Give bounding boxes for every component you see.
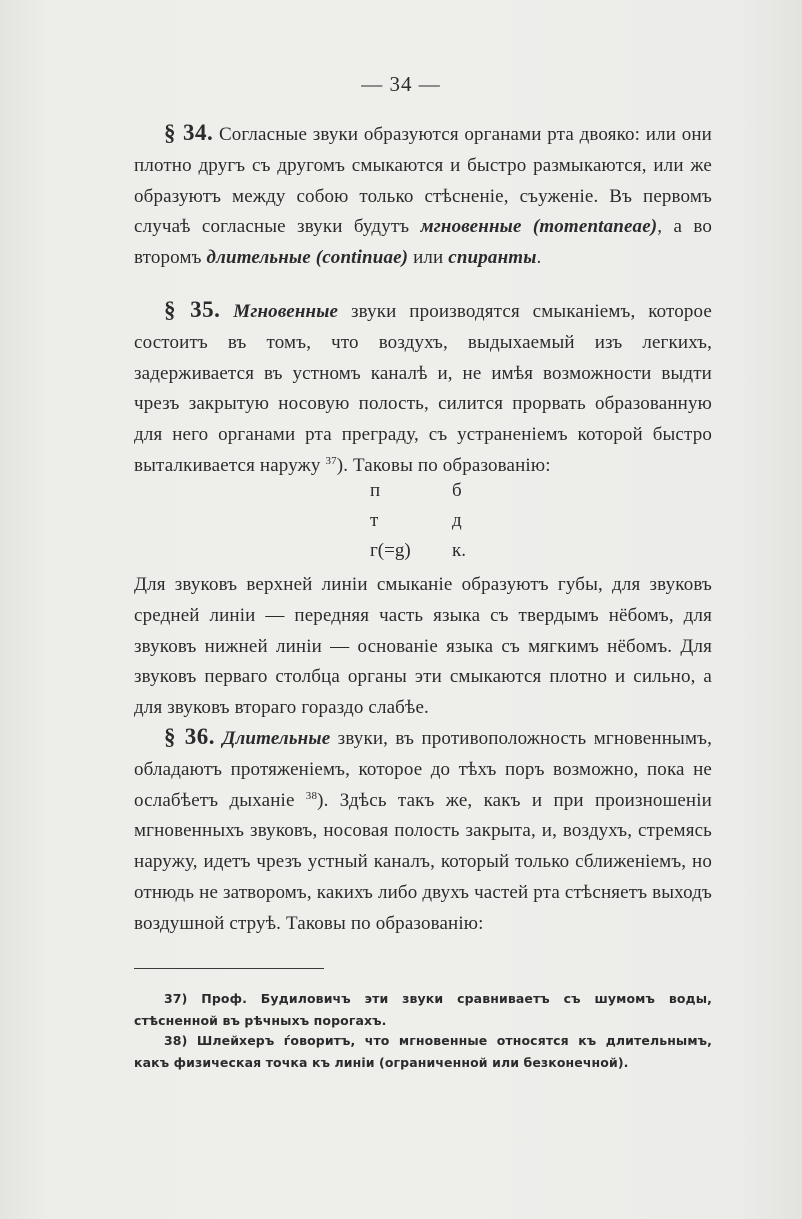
- footnote-ref: 38: [305, 789, 318, 802]
- table-cell: д: [452, 510, 462, 531]
- table-row: [360, 540, 500, 570]
- table-cell: п: [370, 480, 381, 501]
- paragraph-35-continued: Для звуковъ верхней линіи смыканіе образуютъ губы, для звуковъ средней линіи — передняя часть языка съ твердымъ нёбомъ, для звуковъ нижней линіи — основаніе языка съ мягкимъ нёбомъ. Для звуковъ перваго столбца органы эти смыкаются плотно и сильно, а для звуковъ втораго гораздо слабѣе.: [134, 574, 712, 719]
- term-spiranty: спиранты: [448, 247, 537, 269]
- footnote-ref: 37: [325, 454, 337, 467]
- paragraph-35: § 35. Мгновенные звуки производятся смыканіемъ, которое состоитъ въ томъ, что воздухъ, выдыхаемый изъ легкихъ, задерживается въ устномъ каналѣ и, не имѣя возможности выдти чрезъ закрытую носовую полость, силится прорвать образованную для него органами рта преграду, съ устраненіемъ которой быстро выталкивается наружу $^{37}$). Таковы по образованію:: [134, 297, 713, 476]
- term-momentaneae: мгновенные (momentaneae): [420, 216, 658, 238]
- paragraph-36: § 36. Длительные звуки, въ противоположность мгновеннымъ, обладаютъ протяженіемъ, которое до тѣхъ поръ возможно, пока не ослабѣетъ дыханіе $^{38}$). Здѣсь такъ же, какъ и при произношеніи мгновенныхъ звуковъ, носовая полость закрыта, и, воздухъ, стремясь наружу, идетъ чрезъ устный каналъ, который только сближеніемъ, но отнюдь не затворомъ, какихъ либо двухъ частей рта стѣсняетъ выходъ воздушной струѣ. Таковы по образованію:: [134, 724, 712, 934]
- footnote-divider: [134, 968, 324, 969]
- term-continuae: длительные (continuae): [206, 247, 409, 269]
- section-number: § 35.: [164, 297, 221, 322]
- footnote-38: 38) Шлейхеръ ѓоворитъ, что мгновенные относятся къ длительнымъ, какъ физическая точка къ линіи (ограниченной или безконечной).: [134, 1033, 712, 1070]
- table-row: [360, 510, 500, 540]
- footnote-37: 37) Проф. Будиловичъ эти звуки сравниваетъ съ шумомъ воды, стѣсненной въ рѣчныхъ порогахъ.: [134, 991, 712, 1028]
- table-cell: г(=g): [370, 540, 411, 561]
- table-cell: б: [452, 480, 462, 501]
- term-mgnovennye: Мгновенные: [233, 301, 339, 322]
- term-dlitelnye: Длительные: [222, 728, 331, 749]
- paragraph-34: § 34. Согласные звуки образуются органами рта двояко: или они плотно другъ съ другомъ смыкаются и быстро размыкаются, или же образуютъ между собою только стѣсненіе, съуженіе. Въ первомъ случаѣ согласные звуки будутъ мгновенные (momentaneae), а во второмъ длительные (continuae) или спиранты.: [134, 120, 712, 269]
- section-number: § 36.: [164, 724, 215, 749]
- consonant-table: [360, 480, 500, 570]
- section-number: § 34.: [164, 120, 214, 145]
- table-row: [360, 480, 500, 510]
- table-cell: к.: [452, 540, 466, 561]
- page-number: — 34 —: [361, 72, 441, 96]
- table-cell: т: [370, 510, 379, 531]
